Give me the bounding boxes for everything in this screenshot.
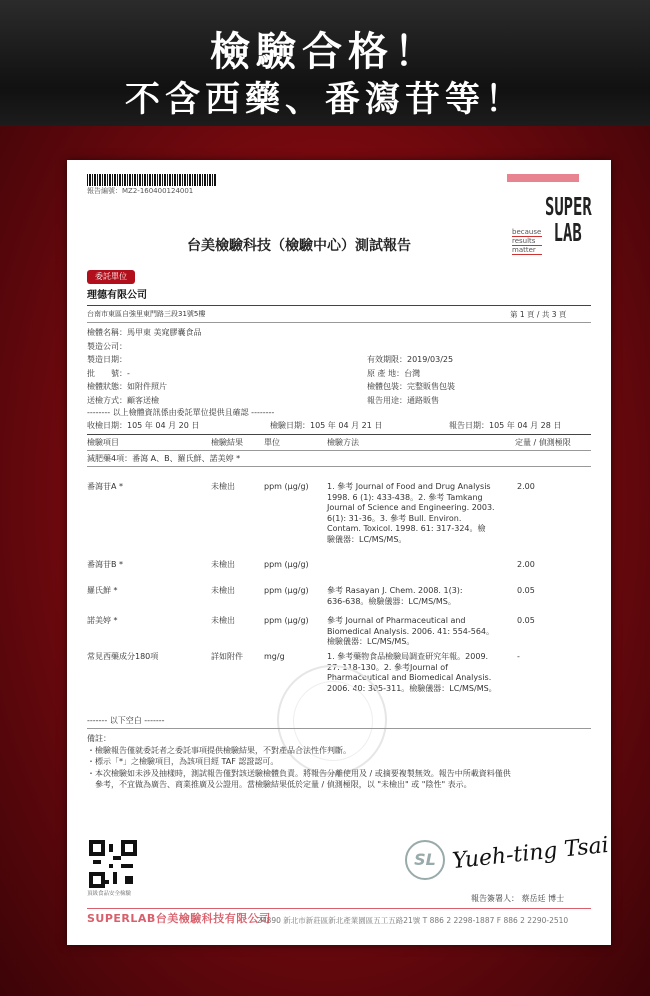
- note-item: ・檢驗報告僅就委託者之委託事項提供檢驗結果，不對產品合法性作判斷。: [87, 745, 351, 755]
- sample-info-left: 檢體名稱：馬甲東 美窕膠囊食品 製造公司： 製造日期： 批 號：- 檢體狀態：如附件照片 送檢方式：顧客送檢: [87, 328, 202, 405]
- divider: [87, 305, 591, 306]
- logo-tagline: because results matter: [512, 228, 542, 255]
- col-header-method: 檢驗方法: [327, 438, 359, 447]
- super-lab-logo: SUPER LAB: [545, 192, 592, 247]
- row-unit: ppm (μg/g): [264, 616, 309, 625]
- row-method: 1. 參考 Journal of Food and Drug Analysis 1998. 6 (1): 433-438。2. 參考 Tamkang Journal of Science and Engineering. 2003. 6(1): 31-36。3. 參考 Bull. Environ. Contam. Toxicol. 1998. 61: 317-324。檢 驗儀器：LC/MS/MS。: [327, 482, 495, 544]
- row-item: 常見西藥成分180項: [87, 652, 159, 661]
- info-note: -------- 以上檢體資訊係由委託單位提供且確認 --------: [87, 408, 275, 417]
- row-limit: -: [517, 652, 520, 661]
- row-limit: 2.00: [517, 482, 535, 491]
- row-method: 參考 Journal of Pharmaceutical and Biomedical Analysis. 2006. 41: 554-564。 檢驗儀器：LC/MS/MS。: [327, 616, 495, 646]
- reported-date: 報告日期：105 年 04 月 28 日: [449, 421, 562, 430]
- received-date: 收檢日期：105 年 04 月 20 日: [87, 421, 200, 430]
- report-number: 報告編號：MZ2-160400124001: [87, 187, 194, 195]
- tested-date: 檢驗日期：105 年 04 月 21 日: [270, 421, 383, 430]
- row-unit: mg/g: [264, 652, 285, 661]
- row-result: 未檢出: [211, 616, 235, 625]
- row-unit: ppm (μg/g): [264, 586, 309, 595]
- row-item: 番瀉苷A *: [87, 482, 124, 491]
- banner: [0, 0, 650, 126]
- signer: 報告簽署人： 蔡岳廷 博士: [471, 894, 565, 903]
- row-limit: 0.05: [517, 616, 535, 625]
- row-method: 1. 參考藥物食品檢驗局調查研究年報。2009. 27: 118-130。2. 參考Journal of Pharmaceutical and Biomedical Analysis. 2006. 40: 305-311。檢驗儀器：LC/MS/MS。: [327, 652, 497, 693]
- note-item: 參考，不宜做為廣告、商業推廣及公證用。當檢驗結果低於定量 / 偵測極限，以 "未檢出" 或 "陰性" 表示。: [87, 780, 472, 789]
- blank-marker: ------- 以下空白 -------: [87, 716, 165, 725]
- row-unit: ppm (μg/g): [264, 482, 309, 491]
- row-result: 詳如附件: [211, 652, 243, 661]
- col-header-limit: 定量 / 偵測極限: [515, 438, 571, 447]
- notes-section: [87, 733, 511, 791]
- client-address: 台南市東區自強里東門路三段31號5樓: [87, 310, 206, 318]
- footer-brand: SUPERLAB台美檢驗科技有限公司: [87, 912, 271, 925]
- row-result: 未檢出: [211, 586, 235, 595]
- row-unit: ppm (μg/g): [264, 560, 309, 569]
- handwritten-signature: Yueh-ting Tsai: [451, 832, 610, 875]
- banner-subheadline: 不含西藥、番瀉苷等！: [124, 79, 525, 120]
- row-limit: 2.00: [517, 560, 535, 569]
- test-report-document: [67, 160, 611, 945]
- divider: [87, 322, 591, 323]
- sl-seal-icon: SL: [405, 840, 445, 880]
- row-item: 諾美婷 *: [87, 616, 118, 625]
- row-limit: 0.05: [517, 586, 535, 595]
- barcode-icon: [87, 174, 217, 186]
- row-method: 參考 Rasayan J. Chem. 2008. 1(3): 636-638。檢驗儀器：LC/MS/MS。: [327, 586, 463, 606]
- divider: [87, 728, 591, 729]
- logo-accent-bar: [507, 174, 579, 182]
- divider: [87, 434, 591, 435]
- divider: [87, 450, 591, 451]
- col-header-unit: 單位: [264, 438, 280, 447]
- row-result: 未檢出: [211, 482, 235, 491]
- divider: [87, 908, 591, 909]
- qr-code-icon: [89, 840, 137, 888]
- banner-headline: 檢驗合格！: [210, 28, 440, 75]
- footer-address: 24890 新北市新莊區新北產業園區五工五路21號 T 886 2 2298-1887 F 886 2 2290-2510: [257, 916, 569, 925]
- client-company: 理德有限公司: [87, 290, 147, 301]
- qr-caption: 頂級食品安全檢驗: [87, 891, 132, 897]
- notes-title: 備註：: [87, 734, 111, 743]
- group-label: 減肥藥4項：番瀉 A、B、羅氏鮮、諾美婷 *: [87, 454, 241, 463]
- row-item: 羅氏鮮 *: [87, 586, 118, 595]
- sample-info-right: 有效期限：2019/03/25 原 產 地：台灣 檢體包裝：完整販售包裝 報告用途：通路販售: [367, 355, 455, 405]
- note-item: ・本次檢驗如未涉及抽樣時，測試報告僅對該送驗檢體負責。將報告分離使用及 / 或摘要複製無效。報告中所載資料僅供: [87, 768, 511, 778]
- col-header-item: 檢驗項目: [87, 438, 119, 447]
- divider: [87, 466, 591, 467]
- col-header-result: 檢驗結果: [211, 438, 243, 447]
- client-badge: 委託單位: [87, 270, 135, 284]
- report-title: 台美檢驗科技（檢驗中心）測試報告: [187, 238, 411, 254]
- page-info: 第 1 頁 / 共 3 頁: [510, 310, 567, 319]
- row-item: 番瀉苷B *: [87, 560, 124, 569]
- row-result: 未檢出: [211, 560, 235, 569]
- note-item: ・標示「*」之檢驗項目，為該項目經 TAF 認證認可。: [87, 757, 279, 766]
